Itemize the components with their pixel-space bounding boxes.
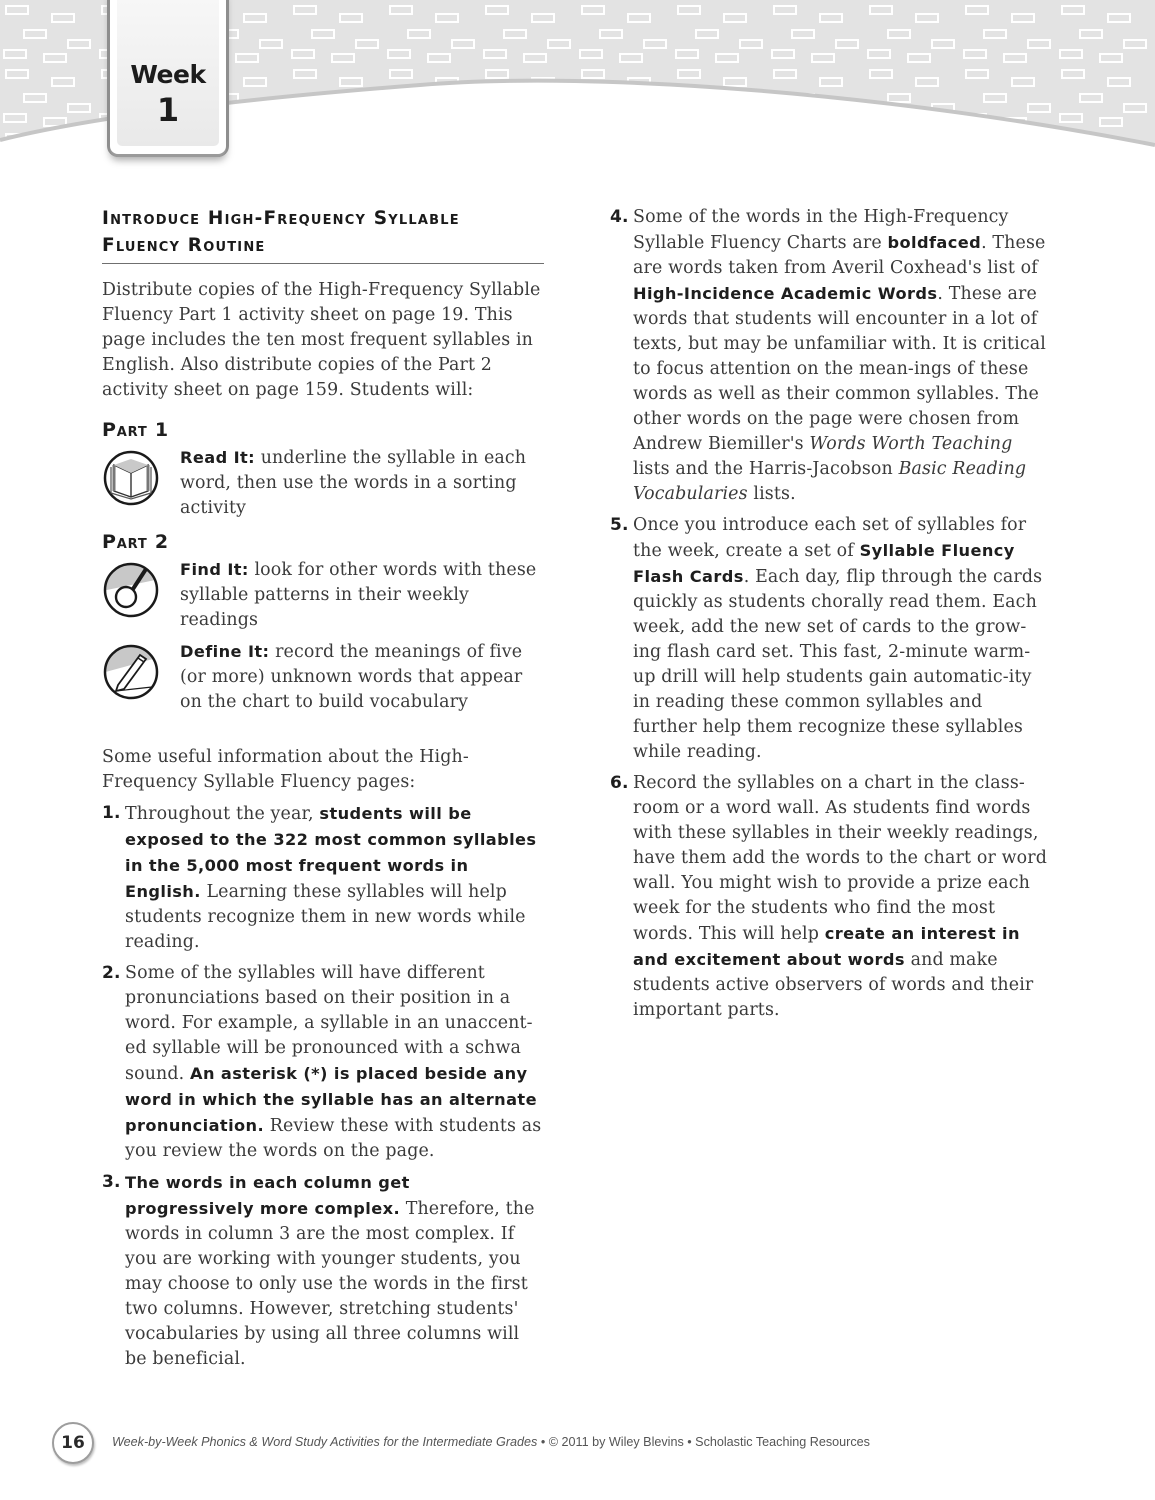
open-book-icon [102,449,160,507]
week-label: Week [130,60,206,89]
section-title-line2: Fluency Routine [102,235,266,256]
book-title: Week-by-Week Phonics & Word Study Activities for the Intermediate Grades [112,1435,538,1449]
item-bold-text: The words in each column get progressively more complex. [125,1173,410,1218]
copyright: • © 2011 by Wiley Blevins • Scholastic Teaching Resources [537,1435,870,1449]
item-text: Some of the words in the High-Frequency Syllable Fluency Charts are [633,207,1009,253]
list-item-3 [102,1170,544,1372]
list-number: 2. [102,963,121,983]
item-text: . These are words that students will encounter in a lot of texts, but may be unfamiliar with. It is critical to focus attention on the mean-ings of these words as well as their common syllables. The other words on the page were chosen from Andrew Biemiller's [633,284,1046,454]
list-number: 6. [610,773,629,793]
list-number: 4. [610,207,629,227]
define-it-text: record the meanings of five (or more) unknown words that appear on the chart to build vocabulary [180,642,523,712]
item-text: Record the syllables on a chart in the class-room or a word wall. As students find words with these syllables in their weekly readings, have them add the words to the chart or word wall. You might wish to provide a prize each week for the students who find the most words. This will help [633,773,1047,944]
page-footer [52,1422,1112,1466]
section-title [102,205,544,264]
part-1-heading: Part 1 [102,419,169,441]
item-bold-text: Syllable Fluency Flash Cards [633,541,1015,586]
list-item-2 [102,961,544,1164]
item-text: Therefore, the words in column 3 are the most complex. If you are working with younger students, you may choose to only use the words in the first two columns. However, stretching students' vocabularies by using all three columns will be beneficial. [125,1199,535,1369]
list-item-1 [102,801,544,955]
list-item-4 [610,205,1050,507]
item-text: lists and the Harris-Jacobson [633,459,899,479]
page-number: 16 [52,1422,94,1464]
list-item-6 [610,771,1050,1023]
right-column [610,205,1050,1029]
item-text: Review these with students as you review the words on the page. [125,1116,542,1161]
part-2-heading: Part 2 [102,531,169,553]
item-text: Some of the syllables will have different pronunciations based on their position in a word. For example, a syllable in an unaccent-ed syllable will be pronounced with a schwa sound. [125,963,533,1084]
item-text: Learning these syllables will help students recognize them in new words while reading. [125,882,526,952]
list-number: 5. [610,515,629,535]
footer-credit [112,1435,870,1449]
info-list-right [610,205,1050,1023]
define-it-label: Define It: [180,642,270,661]
find-it-label: Find It: [180,560,249,579]
item-bold-text: create an interest in and excitement about words [633,924,1020,969]
list-number: 3. [102,1172,121,1192]
read-it-text: underline the syllable in each word, then use the words in a sorting activity [180,448,527,518]
item-text: lists. [747,484,796,504]
read-it-label: Read It: [180,448,256,467]
item-bold-text: An asterisk (*) is placed beside any word in which the syllable has an alternate pronunciation. [125,1064,537,1135]
item-bold-text: students will be exposed to the 322 most common syllables in the 5,000 most frequent words in English. [125,804,537,901]
useful-info-paragraph: Some useful information about the High-Frequency Syllable Fluency pages: [102,747,469,792]
item-text: . Each day, flip through the cards quickly as students chorally read them. Each week, add the new set of cards to the grow-ing flash card set. This fast, 2-minute warm-up drill will help students gain automatic-ity in reading these common syllables and further help them recognize these syllables while reading. [633,567,1043,762]
activity-define-it [102,639,544,715]
item-text: . These are words taken from Averil Coxhead's list of [633,233,1046,278]
item-text: Once you introduce each set of syllables for the week, create a set of [633,515,1027,561]
find-it-text: look for other words with these syllable patterns in their weekly readings [180,560,537,630]
intro-paragraph: Distribute copies of the High-Frequency Syllable Fluency Part 1 activity sheet on page 19. This page includes the ten most frequent syllables in English. Also distribute copies of the Part 2 activity sheet on page 159. Students will: [102,280,541,400]
activity-find-it [102,557,544,633]
activity-read-it [102,445,544,521]
magnifying-glass-icon [102,561,160,619]
info-list-left [102,801,544,1372]
item-text: and make students active observers of words and their important parts. [633,950,1034,1020]
item-italic-text: Words Worth Teaching [809,434,1013,454]
list-number: 1. [102,803,121,823]
section-title-line1: Introduce High-Frequency Syllable [102,208,460,229]
pencil-icon [102,643,160,701]
list-item-5 [610,513,1050,765]
item-bold-text: boldfaced [887,233,982,252]
left-column [102,205,544,1378]
item-italic-text: Basic Reading Vocabularies [633,459,1027,504]
item-bold-text: High-Incidence Academic Words [633,284,938,303]
item-text: Throughout the year, [125,804,320,824]
week-tab [110,0,226,154]
week-number: 1 [156,91,180,129]
